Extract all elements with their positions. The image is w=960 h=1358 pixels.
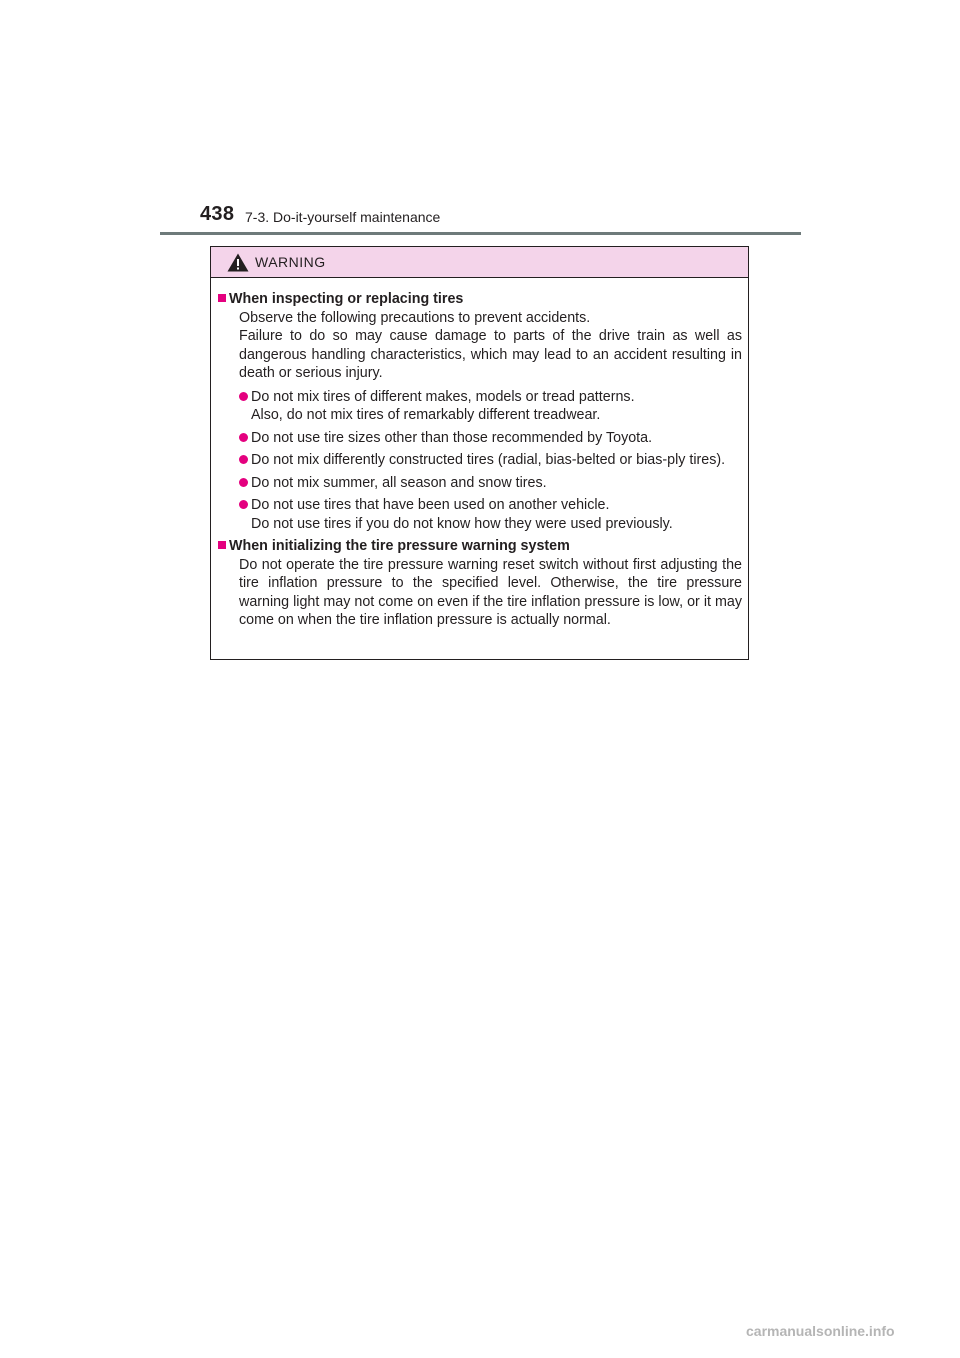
- warning-label: WARNING: [255, 254, 326, 270]
- header-rule: [160, 232, 801, 235]
- warning-triangle-icon: [227, 253, 249, 272]
- paragraph: Observe the following precautions to prevent accidents.: [239, 309, 591, 326]
- list-item-line: Also, do not mix tires of remarkably different treadwear.: [251, 407, 601, 423]
- list-item: [239, 429, 742, 448]
- paragraph: Failure to do so may cause damage to parts of the drive train as well as dangerous handling characteristics, which may lead to an accident resulting in death or serious injury.: [239, 328, 742, 381]
- section-heading: [219, 537, 742, 556]
- list-item-line: Do not use tire sizes other than those recommended by Toyota.: [251, 429, 653, 446]
- list-item-line: Do not mix tires of different makes, models or tread patterns.: [251, 388, 635, 405]
- section-heading: [219, 290, 742, 309]
- list-item: [239, 451, 742, 470]
- list-item: [239, 474, 742, 493]
- paragraph: Do not operate the tire pressure warning reset switch without first adjusting the tire inflation pressure to the specified level. Otherwise, the tire pressure warning light may not come on even if the tire inflation pressure is low, or it may come on when the tire inflation pressure is actually normal.: [239, 556, 742, 628]
- list-item-line: Do not use tires that have been used on another vehicle.: [251, 497, 610, 513]
- watermark: carmanualsonline.info: [746, 1323, 895, 1339]
- list-item-line: Do not use tires if you do not know how they were used previously.: [251, 515, 673, 532]
- warning-body: [211, 278, 748, 630]
- section-title: 7-3. Do-it-yourself maintenance: [245, 209, 441, 225]
- list-item: [239, 388, 742, 425]
- warning-box: [210, 246, 749, 660]
- round-bullet-icon: [239, 455, 248, 464]
- bullet-list: [219, 388, 742, 534]
- round-bullet-icon: [239, 392, 248, 401]
- round-bullet-icon: [239, 478, 248, 487]
- warning-header: [211, 247, 748, 278]
- section-heading-text: When inspecting or replacing tires: [229, 291, 464, 307]
- square-bullet-icon: [218, 541, 226, 549]
- list-item-line: Do not mix summer, all season and snow tires.: [251, 474, 547, 491]
- list-item-line: Do not mix differently constructed tires (radial, bias-belted or bias-ply tires).: [251, 452, 726, 468]
- list-item: [239, 496, 742, 533]
- page-number: 438: [200, 203, 235, 225]
- round-bullet-icon: [239, 433, 248, 442]
- section-heading-text: When initializing the tire pressure warning system: [229, 538, 570, 554]
- square-bullet-icon: [218, 294, 226, 302]
- round-bullet-icon: [239, 500, 248, 509]
